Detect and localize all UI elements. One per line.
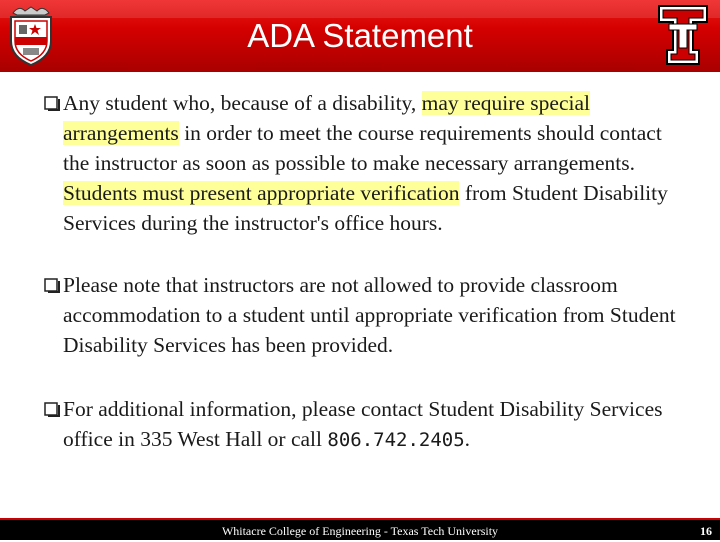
- bullet-text: Any student who, because of a disability,: [63, 91, 422, 115]
- checkbox-bullet-icon: [42, 276, 62, 296]
- phone-number: 806.742.2405: [327, 429, 465, 451]
- bullet-point: [42, 88, 692, 238]
- highlighted-text: may require special arrangements: [63, 91, 590, 145]
- bullet-text: in order to meet the course requirements should contact the instructor as soon as possible to make necessary arrangements.: [63, 121, 662, 175]
- bullet-text: .: [464, 427, 471, 451]
- slide-content: [42, 88, 692, 455]
- highlighted-text: Students must present appropriate verification: [63, 181, 460, 205]
- footer-text: Whitacre College of Engineering - Texas Tech University: [221, 524, 499, 538]
- bullet-point: [42, 394, 692, 455]
- slide-title: ADA Statement: [247, 17, 473, 54]
- slide-footer: [0, 520, 720, 540]
- bullet-text: For additional information, please contact Student Disability Services office in 335 West Hall or call: [63, 397, 663, 451]
- checkbox-bullet-icon: [42, 400, 62, 420]
- bullet-text: Please note that instructors are not allowed to provide classroom accommodation to a student until appropriate verification from Student Disability Services has been provided.: [63, 273, 676, 357]
- bullet-text: from Student Disability Services during the instructor's office hours.: [63, 181, 668, 235]
- page-number: 16: [700, 524, 712, 538]
- double-t-logo-icon: [656, 3, 710, 67]
- bullet-point: [42, 270, 692, 360]
- slide-header: [0, 0, 720, 72]
- checkbox-bullet-icon: [42, 94, 62, 114]
